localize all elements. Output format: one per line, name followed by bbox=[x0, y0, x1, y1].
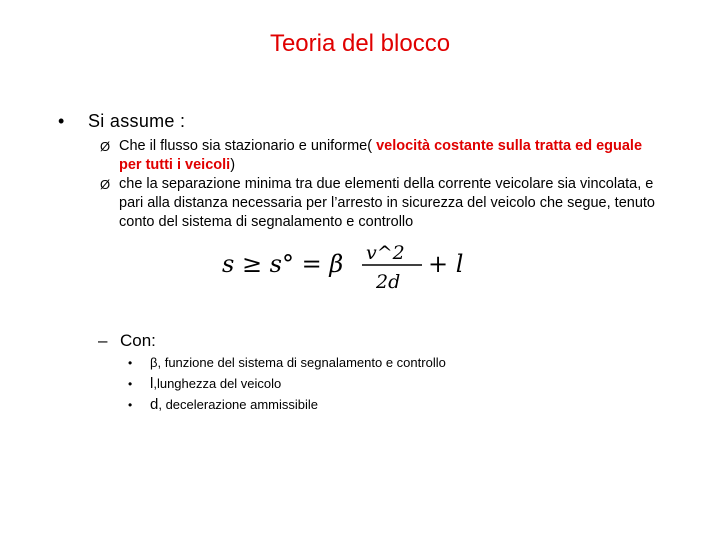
bullet-icon: • bbox=[58, 111, 65, 131]
definition-text: , decelerazione ammissibile bbox=[158, 397, 319, 412]
bullet-icon: • bbox=[128, 356, 133, 370]
con-label: Con: bbox=[120, 331, 156, 350]
arrow-bullet-icon: Ø bbox=[100, 139, 111, 154]
assumption-text-1-post: ) bbox=[230, 157, 236, 173]
assumption-text-2: che la separazione minima tra due elementi della corrente veicolare sia vincolata, e pari alla distanza necessaria per l’arresto in sicurezza del veicolo che segue, tenuto conto del sistema di segnalamento e controllo bbox=[119, 176, 655, 230]
definition-item-beta bbox=[128, 355, 446, 370]
assumption-highlight: velocità costante sulla tratta ed eguale per tutti i veicoli bbox=[119, 138, 643, 173]
formula-rhs: + l bbox=[428, 250, 464, 278]
dash-bullet: – bbox=[98, 331, 108, 350]
bullet-icon: • bbox=[128, 398, 133, 412]
definition-symbol: d bbox=[150, 396, 159, 413]
headway-formula bbox=[220, 238, 480, 294]
definition-text: , funzione del sistema di segnalamento e controllo bbox=[157, 355, 446, 370]
assumption-item-1 bbox=[100, 137, 660, 175]
bullet-icon: • bbox=[128, 377, 133, 391]
assumption-text-1 bbox=[119, 137, 660, 175]
assumption-text-1-pre: Che il flusso sia stazionario e uniforme( bbox=[119, 138, 377, 154]
definition-symbol: l bbox=[150, 375, 154, 392]
arrow-bullet-icon: Ø bbox=[100, 177, 111, 192]
formula-numerator: v^2 bbox=[366, 242, 405, 264]
formula-lhs: s ≥ s° = β bbox=[222, 250, 344, 278]
intro-bullet-item bbox=[58, 111, 185, 132]
assumption-item-2 bbox=[100, 175, 660, 232]
definition-symbol: β bbox=[150, 355, 158, 370]
definition-text: ,lunghezza del veicolo bbox=[153, 376, 282, 391]
formula-denominator: 2d bbox=[376, 271, 401, 293]
definition-item-d bbox=[128, 396, 318, 413]
con-heading bbox=[98, 331, 156, 351]
intro-text: Si assume : bbox=[88, 111, 186, 131]
slide-title: Teoria del blocco bbox=[269, 30, 451, 57]
definition-item-l bbox=[128, 375, 281, 392]
